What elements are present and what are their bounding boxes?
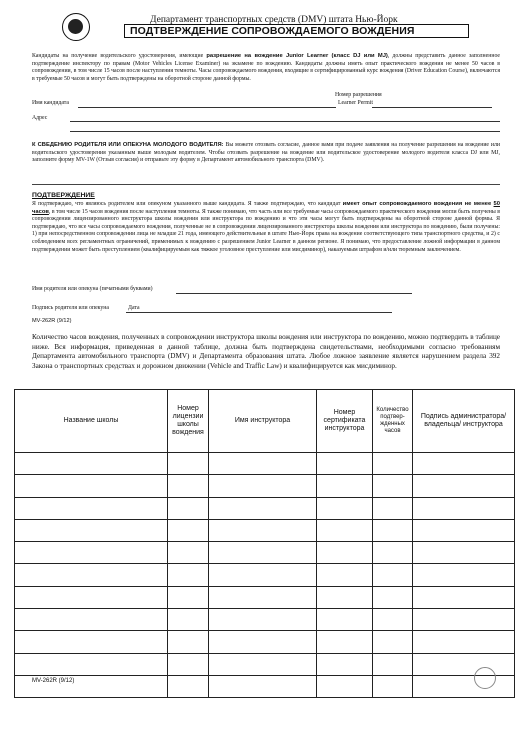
learner-permit-label: Learner Permit (338, 100, 373, 106)
date-field[interactable] (140, 312, 392, 313)
applicant-name-field[interactable] (78, 107, 336, 108)
school-license-header: Номер лицензии школы вождения (168, 390, 209, 453)
school-name-header: Название школы (15, 390, 168, 453)
table-row[interactable] (15, 675, 515, 697)
table-row[interactable] (15, 475, 515, 497)
instructor-hours-paragraph: Количество часов вождения, полученных в сопровождении инструктора школы вождения или инструктора по вождению, можно подтвердить в таблице ниже. Вся информация, приведенная в данной таблице, должна быть подтверждена свидетельствами, необходимыми согласно требованиям Департамента автомобильного транспорта (DMV) и Департамента образования штата. Любое ложное заявление является нарушением раздела 392 Закона о транспортных средствах и дорожном движении (Vehicle and Traffic Law) и квалифицируется как мисдиминор. (32, 333, 500, 370)
divider (32, 184, 500, 185)
table-row[interactable] (15, 653, 515, 675)
applicant-name-label: Имя кандидата (32, 100, 69, 106)
instructor-hours-table (14, 389, 515, 698)
table-row[interactable] (15, 453, 515, 475)
parent-signature-label: Подпись родителя или опекуна (32, 305, 109, 311)
table-row[interactable] (15, 564, 515, 586)
form-title: ПОДТВЕРЖДЕНИЕ СОПРОВОЖДАЕМОГО ВОЖДЕНИЯ (130, 25, 415, 37)
table-row[interactable] (15, 497, 515, 519)
parent-name-label: Имя родителя или опекуна (печатными буквами) (32, 286, 153, 292)
intro-paragraph: Кандидаты на получение водительского удостоверения, имеющие разрешение на вождение Junior Learner (класс DJ или MJ), должны представить данное заполненное подтверждение инспектору по правам (Motor Vehicles License Examiner) на экзамене по вождению. Кандидаты должны иметь опыт практического вождения не менее 50 часов в сопровождении, в том числе 15 часов после наступления темноты. Часы сопровождаемого вождения, входящие в сертифицированный курс вождения (Driver Education Course), включаются в требуемые 50 часов и могут быть подтверждены на оборотной стороне данной формы. (32, 53, 500, 82)
permit-number-label: Номер разрешения (335, 92, 382, 98)
table-row[interactable] (15, 586, 515, 608)
hours-header: Количество подтвер-жденных часов (373, 390, 413, 453)
confirmation-paragraph: Я подтверждаю, что являюсь родителем или опекуном указанного выше кандидата. Я также подтверждаю, что кандидат имеет опыт сопровождаемого вождения не менее 50 часов, в том числе 15 часов вождения после наступления темноты. Я также понимаю, что часть или все требуемые часы сопровождаемого практического вождения могли быть получены в сопровождении лицензированного инструктора школы вождения или инструктора по вождению и что эти часы могут быть подтверждены на оборотной стороне данной формы. Я подтверждаю, что все часы сопровождаемого вождения, полученные не в сопровождении лицензированного инструктора школы вождения или инструктора по вождению, были получены: 1) при непосредственном сопровождении лица не младше 21 года, имеющего действительные в штате Нью-Йорк права на вождение соответствующего типа транспортного средства, и 2) с соблюдением всех регламентных ограничений, применимых к вождению с разрешением Junior Learner в данном регионе. Я понимаю, что предоставление ложной информации в данном подтверждении может быть преступлением (квалифицируемым как тяжкое уголовное преступление или мисдиминор), наказуемым штрафом и/или тюремным заключением. (32, 201, 500, 253)
footer-form-id: MV-262R (9/12) (32, 678, 75, 684)
nys-seal-icon (62, 13, 90, 41)
instructor-certificate-header: Номер сертификата инструктора (317, 390, 373, 453)
parent-name-field[interactable] (176, 293, 412, 294)
table-row[interactable] (15, 542, 515, 564)
table-row[interactable] (15, 631, 515, 653)
table-row[interactable] (15, 519, 515, 541)
parent-notice: К СВЕДЕНИЮ РОДИТЕЛЯ ИЛИ ОПЕКУНА МОЛОДОГО ВОДИТЕЛЯ: Вы можете отозвать согласие, данное вами при подаче заявления на получение разрешения на вождение или водительского удостоверения указанным выше молодым водителем. Чтобы отозвать разрешение на вождение или водительское удостоверение молодого водителя класса DJ или MJ, заполните форму MV-1W (Отзыв согласия) и отправьте эту форму в Департамент автомобильного транспорта (DMV). (32, 142, 500, 164)
table-header-row (15, 390, 515, 453)
address-field-line-1[interactable] (70, 121, 500, 122)
table-row[interactable] (15, 609, 515, 631)
instructor-name-header: Имя инструктора (209, 390, 317, 453)
date-label: Дата (128, 305, 140, 311)
permit-number-field[interactable] (372, 107, 492, 108)
agency-name: Департамент транспортных средств (DMV) штата Нью-Йорк (150, 15, 398, 25)
form-id: MV-262R (9/12) (32, 318, 72, 324)
address-label: Адрес (32, 115, 48, 121)
recycled-paper-icon (474, 667, 496, 689)
confirmation-heading: ПОДТВЕРЖДЕНИЕ (32, 192, 95, 199)
signature-header: Подпись администратора/ владельца/ инструктора (413, 390, 515, 453)
address-field-line-2[interactable] (70, 131, 500, 132)
